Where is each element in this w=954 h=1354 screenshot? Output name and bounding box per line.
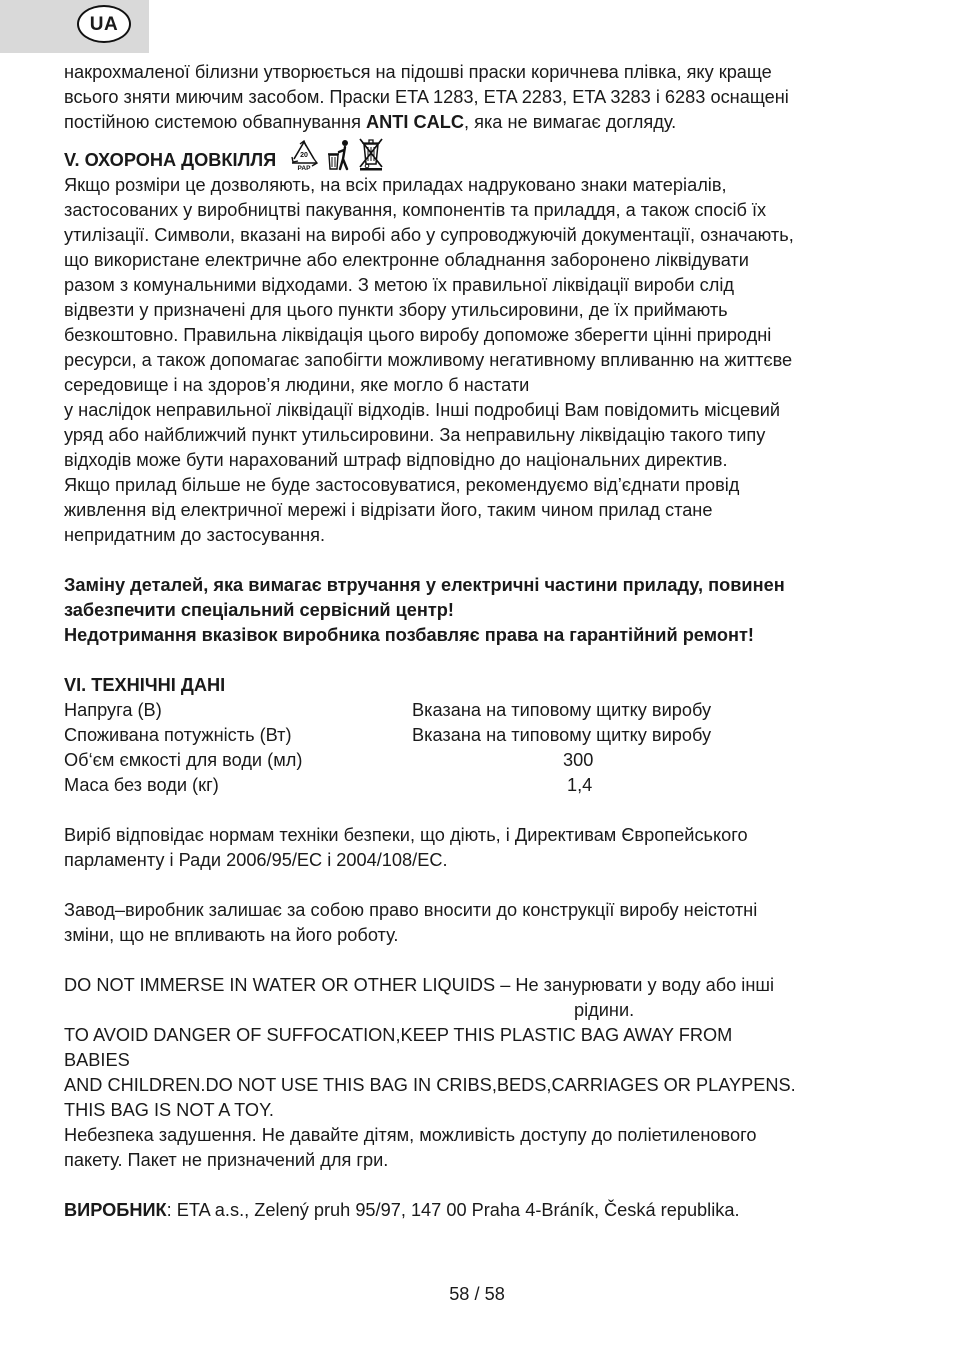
env-line: відходів може бути нарахований штраф відповідно до національних директив.: [64, 450, 728, 470]
env-line: живлення від електричної мережі і відрізати його, таким чином прилад стане: [64, 500, 713, 520]
svg-text:PAP: PAP: [297, 165, 311, 171]
bag-warning-line: Небезпека задушення. Не давайте дітям, можливість доступу до поліетиленового: [64, 1125, 757, 1145]
env-line: утилізації. Символи, вказані на виробі або у супроводжуючій документації, означають,: [64, 225, 794, 245]
environment-icons: [286, 137, 384, 171]
spec-row: [64, 773, 904, 798]
rights-line: зміни, що не впливають на його роботу.: [64, 925, 399, 945]
spec-value: 300: [563, 750, 594, 770]
document-body: [64, 60, 904, 1223]
env-line: безкоштовно. Правильна ліквідація цього виробу допоможе зберегти цінні природні: [64, 325, 772, 345]
intro-text: постійною системою обвапнування: [64, 112, 366, 132]
bag-warning-line: пакету. Пакет не призначений для гри.: [64, 1150, 389, 1170]
intro-text: , яка не вимагає догляду.: [464, 112, 677, 132]
bag-warning-line: TO AVOID DANGER OF SUFFOCATION,KEEP THIS PLASTIC BAG AWAY FROM: [64, 1025, 733, 1045]
intro-line: всього зняти миючим засобом. Праски ETA 1283, ETA 2283, ETA 3283 і 6283 оснащені: [64, 87, 789, 107]
bag-warning-line: DO NOT IMMERSE IN WATER OR OTHER LIQUIDS – Не занурювати у воду або інші: [64, 975, 775, 995]
bag-warning-line: BABIES: [64, 1050, 130, 1070]
spec-row: [64, 723, 904, 748]
spec-value: Вказана на типовому щитку виробу: [412, 700, 712, 720]
bag-warning-line: рідини.: [574, 1000, 635, 1020]
spec-label: Споживана потужність (Вт): [64, 725, 292, 745]
env-line: відвезти у призначені для цього пункти збору утильсировини, де їх приймають: [64, 300, 728, 320]
spec-value: Вказана на типовому щитку виробу: [412, 725, 712, 745]
env-line: разом з комунальними відходами. З метою їх правильної ліквідації вироби слід: [64, 275, 734, 295]
compliance-line: парламенту і Ради 2006/95/EC і 2004/108/EC.: [64, 850, 448, 870]
section-title-text: V. ОХОРОНА ДОВКІЛЛЯ: [64, 150, 277, 170]
intro-line: накрохмаленої білизни утворюється на підошві праски коричнева плівка, яку краще: [64, 62, 772, 82]
intro-line: [64, 110, 904, 135]
manufacturer-label: ВИРОБНИК: [64, 1200, 167, 1220]
anti-calc-label: ANTI CALC: [366, 112, 464, 132]
spacer: [64, 548, 904, 573]
manufacturer-address: : ETA a.s., Zelený pruh 95/97, 147 00 Praha 4-Bráník, Česká republika.: [166, 1200, 740, 1220]
bag-warning-line: THIS BAG IS NOT A TOY.: [64, 1100, 274, 1120]
env-line: у наслідок неправильної ліквідації відходів. Інші подробиці Вам повідомить місцевий: [64, 400, 781, 420]
spacer: [64, 648, 904, 673]
env-line: застосованих у виробництві пакування, компонентів та приладдя, а також спосіб їх: [64, 200, 767, 220]
spacer: [64, 948, 904, 973]
bag-warning-line: AND CHILDREN.DO NOT USE THIS BAG IN CRIBS,BEDS,CARRIAGES OR PLAYPENS.: [64, 1075, 796, 1095]
env-line: ресурси, а також допомагає запобігти можливому негативному впливанню на життєве: [64, 350, 793, 370]
spacer: [64, 873, 904, 898]
warning-line: Недотримання вказівок виробника позбавляє права на гарантійний ремонт!: [64, 625, 754, 645]
spec-label: Маса без води (кг): [64, 775, 219, 795]
env-line: непридатним до застосування.: [64, 525, 326, 545]
svg-text:20: 20: [300, 152, 309, 159]
manufacturer-line: [64, 1198, 904, 1223]
spec-row: [64, 748, 904, 773]
spec-value: 1,4: [567, 775, 593, 795]
rights-line: Завод–виробник залишає за собою право вносити до конструкції виробу неістотні: [64, 900, 758, 920]
section-title-environment: [64, 135, 904, 173]
language-tab: [0, 0, 149, 53]
service-warning: [64, 573, 904, 648]
spacer: [64, 798, 904, 823]
env-line: середовище і на здоров’я людини, яке могло б настати: [64, 375, 530, 395]
spacer: [64, 1173, 904, 1198]
spec-label: Напруга (В): [64, 700, 162, 720]
environment-paragraph: [64, 173, 904, 548]
page-number: 58 / 58: [449, 1284, 505, 1304]
crossed-bin-icon: [358, 137, 384, 171]
compliance-line: Виріб відповідає нормам техніки безпеки, що діють, і Директивам Європейського: [64, 825, 748, 845]
recycle-paper-icon: [286, 139, 322, 171]
section-title-specs: VI. ТЕХНІЧНІ ДАНІ: [64, 675, 226, 695]
env-line: Якщо прилад більше не буде застосовуватися, рекомендуємо від’єднати провід: [64, 475, 740, 495]
language-badge: UA: [77, 5, 131, 43]
env-line: уряд або найближчий пункт утильсировини. За неправильну ліквідацію такого типу: [64, 425, 766, 445]
tidy-man-icon: [326, 139, 354, 171]
env-line: Якщо розміри це дозволяють, на всіх приладах надруковано знаки матеріалів,: [64, 175, 727, 195]
env-line: що використане електричне або електронне обладнання заборонено ліквідувати: [64, 250, 749, 270]
warning-line: Заміну деталей, яка вимагає втручання у електричні частини приладу, повинен: [64, 575, 785, 595]
bag-warning: [64, 973, 904, 1173]
spec-label: Об‘єм ємкості для води (мл): [64, 750, 303, 770]
spec-row: [64, 698, 904, 723]
warning-line: забезпечити спеціальний сервісний центр!: [64, 600, 454, 620]
specs-table: [64, 698, 904, 798]
